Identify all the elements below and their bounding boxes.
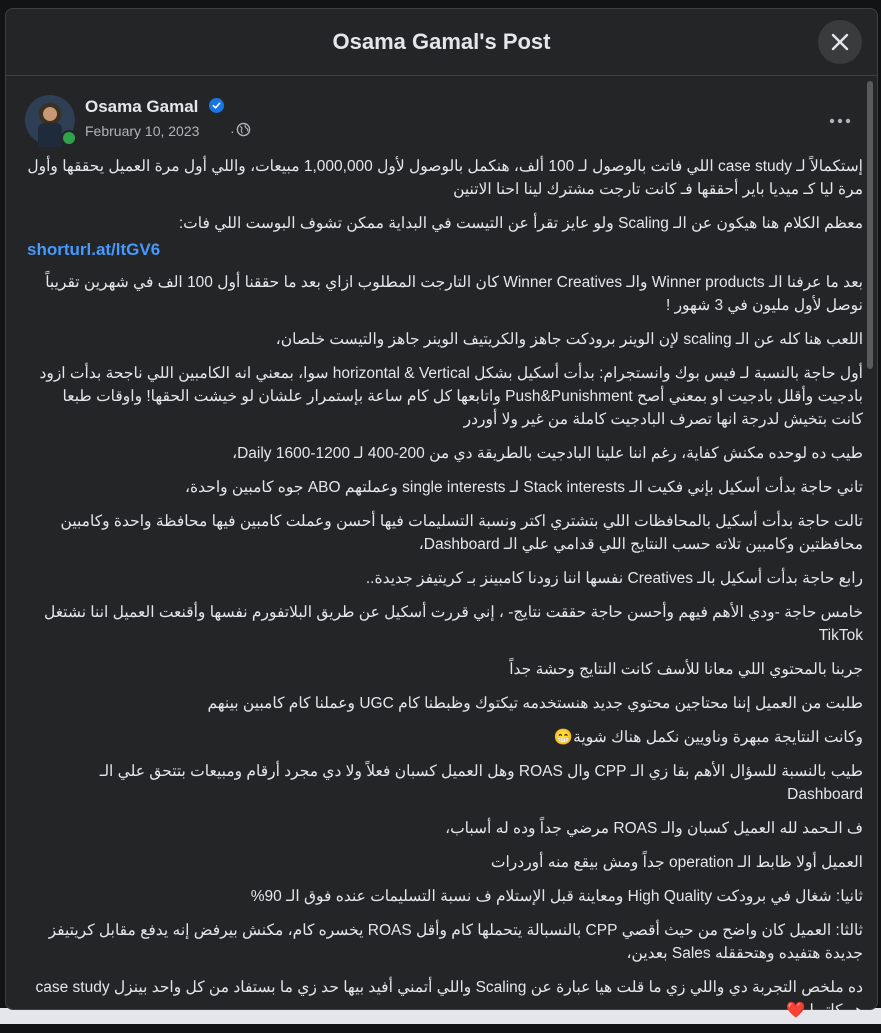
post-paragraph: تالت حاجة بدأت أسكيل بالمحافظات اللي بتشتري اكتر ونسبة التسليمات فيها أحسن وعملت كامبين فيها محافظة واحدة وكامبين محافظتين وكامبين تلاته حسب النتايج اللي قدامي علي الـ Dashboard، (60, 513, 863, 553)
post-paragraph: جربنا بالمحتوي اللي معانا للأسف كانت النتايج وحشة جداً (509, 661, 863, 678)
post-paragraph: العميل أولا ظابط الـ operation جداً ومش بيقع منه أوردرات (490, 854, 863, 871)
post-paragraph: خامس حاجة -ودي الأهم فيهم وأحسن حاجة حققت نتايج- ، إني قررت أسكيل عن طريق البلاتفورم نفسها وأقنعت العميل اننا نشتغل TikTok (43, 604, 863, 644)
post-paragraph: بعد ما عرفنا الـ Winner products والـ Winner Creatives كان التارجت المطلوب ازاي بعد ما حققنا أول 100 الف في شهرين تقريباً نوصل لأول مليون في 3 شهور ! (45, 274, 863, 314)
post-paragraph: طلبت من العميل إننا محتاجين محتوي جديد هنستخدمه تيكتوك وظبطنا كام UGC وعملنا كام كامبين بينهم (207, 695, 863, 712)
post-paragraph: ف الـحمد لله العميل كسبان والـ ROAS مرضي جداً وده له أسباب، (445, 820, 863, 837)
post-link[interactable]: shorturl.at/ltGV6 (27, 240, 161, 259)
author-name[interactable]: Osama Gamal (85, 97, 199, 116)
post-paragraph: رابع حاجة بدأت أسكيل بالـ Creatives نفسها اننا زودنا كامبينز بـ كريتيفز جديدة.. (365, 570, 863, 587)
close-icon (831, 33, 849, 51)
scrollbar-thumb[interactable] (867, 81, 873, 369)
post-paragraph: ثانيا: شغال في برودكت High Quality ومعاينة قبل الإستلام ف نسبة التسليمات عنده فوق الـ 90% (250, 888, 863, 905)
globe-icon[interactable] (236, 122, 251, 137)
post-paragraph: طيب بالنسبة للسؤال الأهم بقا زي الـ CPP وال ROAS وهل العميل كسبان فعلاً ولا دي مجرد أرقام ومبيعات بتتحق علي الـ Dashboard (99, 763, 863, 803)
online-status-dot (61, 130, 77, 146)
post-paragraph: اللعب هنا كله عن الـ scaling لإن الوينر برودكت جاهز والكريتيف الوينر جاهز والتيست خلصان، (275, 331, 863, 348)
post-date[interactable]: February 10, 2023 (85, 123, 200, 139)
post-dialog (5, 8, 878, 1019)
dialog-header (6, 9, 877, 76)
more-options-icon (829, 118, 851, 124)
more-options-button[interactable] (824, 105, 856, 137)
post-text (27, 155, 863, 1033)
post-paragraph: وكانت النتايجة مبهرة وناويين نكمل هناك شوية😁 (553, 729, 863, 746)
post-paragraph: تاني حاجة بدأت أسكيل بإني فكيت الـ Stack interests لـ single interests وعملتهم ABO جوه كامبين واحدة، (184, 479, 863, 496)
post-paragraph: ده ملخص التجربة دي واللي زي ما قلت هيا عبارة عن Scaling واللي أتمني أفيد بيها حد زي ما بستفاد من كل واحد بينزل case study هو كاتبها ❤️ (35, 979, 863, 1019)
post-paragraph: معظم الكلام هنا هيكون عن الـ Scaling ولو عايز تقرأ عن التيست في البداية ممكن تشوف البوست اللي فات: (178, 215, 863, 232)
date-separator: · (230, 123, 235, 139)
post-paragraph: ثالثا: العميل كان واضح من حيث أقصي CPP بالنسبالة يتحملها كام وأقل ROAS يخسره كام، مكنش بيرفض إنه يدفع مقابل كريتيفز جديدة هتفيده وهتحققله Sales بعدين، (48, 922, 863, 962)
close-button[interactable] (818, 20, 862, 64)
post-paragraph: إستكمالاً لـ case study اللي فاتت بالوصول لـ 100 ألف، هنكمل بالوصول لأول 1,000,000 مبيعات، واللي أول مرة العميل يحققها وأول مرة ليا كـ ميديا باير أحققها فـ كانت تارجت مشترك لينا احنا الاتنين (27, 158, 863, 198)
verified-badge-icon (209, 98, 224, 113)
post-paragraph: طيب ده لوحده مكنش كفاية، رغم اننا علينا البادجيت بالطريقة دي من 200-400 لـ 1200-1600 Daily، (232, 445, 863, 462)
post-paragraph: أول حاجة بالنسبة لـ فيس بوك وانستجرام: بدأت أسكيل بشكل horizontal & Vertical سوا، بمعني انه الكامبين اللي ناجحة بدأت ازود بادجيت وأقلل بادجيت او بمعني أصح Push&Punishment واتابعها كل كام ساعة بإستمرار علشان لو خيشت الحقها! واوقات طبعا كانت بتخيش لدرجة انها تصرف البادجيت كاملة من غير ولا أوردر (39, 365, 863, 428)
dialog-title: Osama Gamal's Post (332, 29, 551, 54)
